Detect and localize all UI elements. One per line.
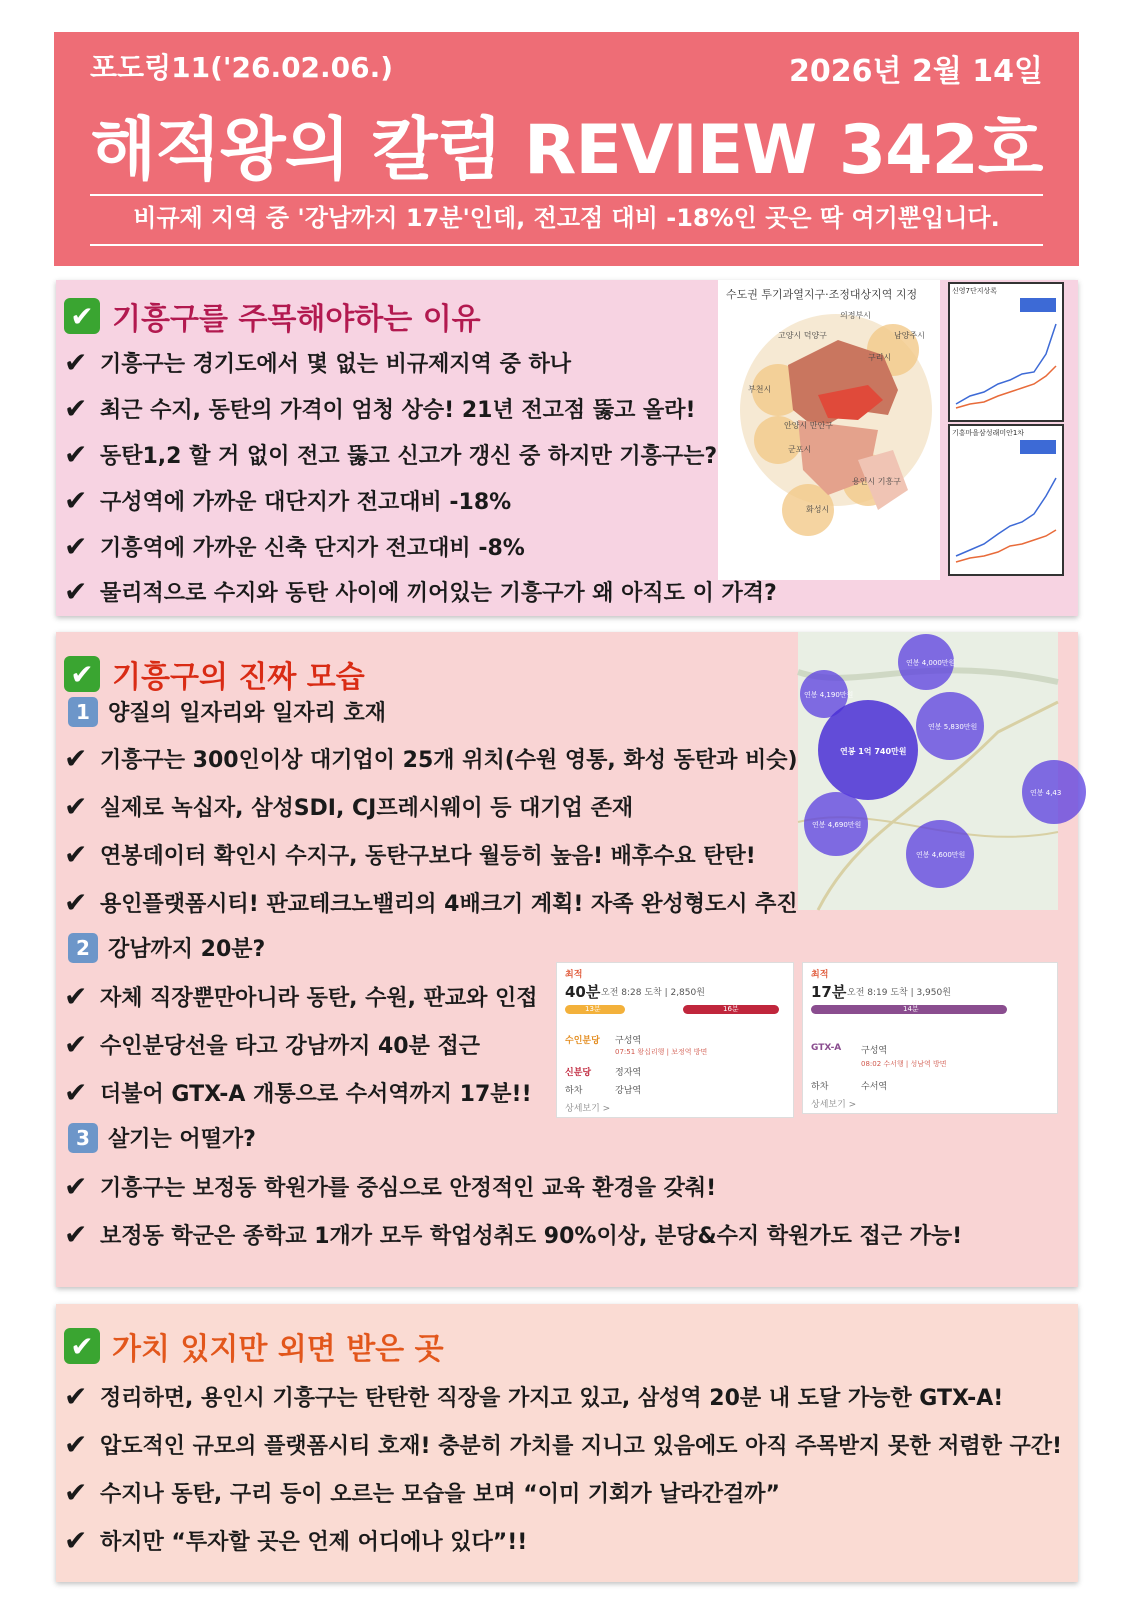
list-item-text: 용인플랫폼시티! 판교테크노밸리의 4배크기 계획! 자족 완성형도시 추진 — [100, 892, 798, 917]
section-heading-text: 기흥구의 진짜 모습 — [112, 660, 365, 695]
checkmark-icon: ✔ — [64, 742, 88, 775]
list-item-text: 자체 직장뿐만아니라 동탄, 수원, 판교와 인접 — [100, 986, 538, 1011]
list-item-text: 기흥역에 가까운 신축 단지가 전고대비 -8% — [100, 536, 525, 561]
bubble-label: 연봉 4,690만원 — [812, 821, 862, 829]
checkmark-icon: ✔ — [64, 575, 88, 608]
route-duration: 40분 — [565, 983, 601, 1001]
station-name: 구성역 — [615, 1036, 642, 1046]
price-chart-thumbnail — [948, 424, 1064, 576]
subheading — [64, 696, 386, 727]
list-item — [64, 575, 777, 608]
section-heading — [64, 1324, 444, 1368]
list-item — [64, 1524, 527, 1557]
details-link[interactable]: 상세보기 > — [811, 1100, 857, 1110]
subheading — [64, 1122, 256, 1153]
list-item — [64, 1428, 1062, 1461]
checkmark-icon: ✔ — [64, 980, 88, 1013]
chart-label: 기흥마을삼성래미안1차 — [952, 429, 1025, 437]
station-name: 구성역 — [861, 1046, 888, 1056]
checkmark-icon: ✔ — [64, 484, 88, 517]
alight-label: 하차 — [811, 1082, 829, 1092]
map-label: 부천시 — [748, 385, 772, 394]
station-name: 수서역 — [861, 1082, 888, 1092]
checkmark-icon: ✔ — [64, 530, 88, 563]
checkmark-icon: ✔ — [64, 1218, 88, 1251]
list-item-text: 실제로 녹십자, 삼성SDI, CJ프레시웨이 등 대기업 존재 — [100, 796, 634, 821]
list-item — [64, 438, 717, 471]
list-item-text: 최근 수지, 동탄의 가격이 엄청 상승! 21년 전고점 뚫고 올라! — [100, 398, 696, 423]
map-label: 화성시 — [806, 505, 830, 514]
price-chart-thumbnail — [948, 282, 1064, 422]
section-real-giheung — [56, 632, 1078, 1287]
subheading — [64, 932, 265, 963]
route-best-label: 최적 — [811, 970, 829, 980]
list-item — [64, 484, 511, 517]
bubble-label: 연봉 4,000만원 — [906, 659, 956, 667]
list-item — [64, 742, 798, 775]
section-why-giheung — [56, 280, 1078, 616]
checkmark-icon: ✔ — [64, 1524, 88, 1557]
list-item-text: 보정동 학군은 종학교 1개가 모두 학업성취도 90%이상, 분당&수지 학원가도 접근 가능! — [100, 1224, 963, 1249]
list-item — [64, 346, 571, 379]
section-heading — [64, 652, 365, 696]
checkmark-icon: ✔ — [64, 1476, 88, 1509]
list-item-text: 연봉데이터 확인시 수지구, 동탄구보다 월등히 높음! 배후수요 탄탄! — [100, 844, 756, 869]
route-duration: 17분 — [811, 983, 847, 1001]
bubble-label: 연봉 4,43 — [1030, 789, 1062, 797]
chart-label: 신영7단지상록 — [952, 287, 998, 295]
route-arrival-fare: 오전 8:19 도착 | 3,950원 — [847, 988, 951, 998]
checkmark-icon: ✔ — [64, 1170, 88, 1203]
map-label: 고양시 덕양구 — [778, 331, 827, 340]
list-item — [64, 790, 633, 823]
checkmark-icon: ✔ — [64, 838, 88, 871]
list-item — [64, 1076, 532, 1109]
list-item — [64, 838, 756, 871]
line-name: 신분당 — [565, 1068, 592, 1078]
checkmark-icon: ✔ — [64, 392, 88, 425]
train-detail: 07:51 왕십리행 | 보정역 방면 — [615, 1048, 708, 1056]
map-label: 용인시 기흥구 — [852, 477, 901, 486]
line-name: 수인분당 — [565, 1036, 600, 1046]
list-item — [64, 1476, 780, 1509]
subheading-text: 강남까지 20분? — [108, 937, 266, 962]
subheading-text: 살기는 어떨가? — [108, 1127, 256, 1152]
gtx-route-card — [802, 962, 1058, 1114]
station-name: 정자역 — [615, 1068, 642, 1078]
header-banner — [54, 32, 1079, 266]
line-name: GTX-A — [811, 1043, 842, 1053]
list-item-text: 기흥구는 보정동 학원가를 중심으로 안정적인 교육 환경을 갖춰! — [100, 1176, 717, 1201]
issue-source-label: 포도링11('26.02.06.) — [90, 51, 394, 84]
subway-route-card — [556, 962, 794, 1118]
salary-bubble-map — [798, 632, 1062, 910]
list-item-text: 수인분당선을 타고 강남까지 40분 접근 — [100, 1034, 481, 1059]
details-link[interactable]: 상세보기 > — [565, 1104, 611, 1114]
list-item-text: 동탄1,2 할 거 없이 전고 뚫고 신고가 갱신 중 하지만 기흥구는? — [100, 444, 718, 469]
list-item — [64, 886, 798, 919]
list-item-text: 하지만 “투자할 곳은 언제 어디에나 있다”!! — [100, 1530, 528, 1555]
checkmark-icon: ✔ — [64, 1428, 88, 1461]
station-name: 강남역 — [615, 1086, 642, 1096]
map-background — [798, 632, 1058, 910]
map-label: 군포시 — [788, 445, 812, 454]
issue-date: 2026년 2월 14일 — [789, 54, 1043, 89]
bubble-label: 연봉 4,600만원 — [916, 851, 966, 859]
list-item-text: 구성역에 가까운 대단지가 전고대비 -18% — [100, 490, 512, 515]
map-label: 의정부시 — [840, 311, 871, 320]
subheading-text: 양질의 일자리와 일자리 호재 — [108, 701, 387, 726]
map-label: 남양주시 — [894, 331, 925, 340]
list-item-text: 압도적인 규모의 플랫폼시티 호재! 충분히 가치를 지니고 있음에도 아직 주목받지 못한 저렴한 구간! — [100, 1434, 1063, 1459]
map-label: 안양시 만안구 — [784, 421, 833, 430]
regulation-map-image — [718, 280, 940, 580]
bubble-label: 연봉 4,190만원 — [804, 691, 854, 699]
check-box-icon: ✔ — [64, 1328, 100, 1364]
list-item-text: 물리적으로 수지와 동탄 사이에 끼어있는 기흥구가 왜 아직도 이 가격? — [100, 581, 777, 606]
list-item-text: 더불어 GTX-A 개통으로 수서역까지 17분!! — [100, 1082, 532, 1107]
checkmark-icon: ✔ — [64, 438, 88, 471]
section-heading-text: 가치 있지만 외면 받은 곳 — [112, 1332, 444, 1367]
list-item — [64, 980, 538, 1013]
number-badge-icon: 1 — [68, 697, 98, 727]
check-box-icon: ✔ — [64, 298, 100, 334]
segment-time: 13분 — [585, 1005, 601, 1013]
map-title: 수도권 투기과열지구·조정대상지역 지정 — [726, 288, 918, 301]
checkmark-icon: ✔ — [64, 1076, 88, 1109]
map-label: 구리시 — [868, 353, 892, 362]
route-arrival-fare: 오전 8:28 도착 | 2,850원 — [601, 988, 705, 998]
bubble-label: 연봉 5,830만원 — [928, 723, 978, 731]
page-subtitle: 비규제 지역 중 '강남까지 17분'인데, 전고점 대비 -18%인 곳은 딱 여기뿐입니다. — [133, 204, 1000, 232]
segment-time: 16분 — [723, 1005, 739, 1013]
number-badge-icon: 3 — [68, 1123, 98, 1153]
checkmark-icon: ✔ — [64, 1380, 88, 1413]
list-item — [64, 1218, 962, 1251]
route-best-label: 최적 — [565, 970, 583, 980]
page-title: 해적왕의 칼럼 REVIEW 342호 — [90, 111, 1043, 190]
list-item — [64, 1380, 1003, 1413]
list-item — [64, 530, 525, 563]
list-item — [64, 1170, 716, 1203]
list-item-text: 정리하면, 용인시 기흥구는 탄탄한 직장을 가지고 있고, 삼성역 20분 내 도달 가능한 GTX-A! — [100, 1386, 1004, 1411]
number-badge-icon: 2 — [68, 933, 98, 963]
section-heading-text: 기흥구를 주목해야하는 이유 — [112, 302, 481, 337]
list-item-text: 기흥구는 경기도에서 몇 없는 비규제지역 중 하나 — [100, 352, 571, 377]
list-item — [64, 392, 696, 425]
check-box-icon: ✔ — [64, 656, 100, 692]
divider — [90, 194, 1043, 196]
divider — [90, 244, 1043, 246]
train-detail: 08:02 수서행 | 성남역 방면 — [861, 1060, 947, 1068]
bubble-label: 연봉 1억 740만원 — [840, 747, 907, 756]
list-item-text: 기흥구는 300인이상 대기업이 25개 위치(수원 영통, 화성 동탄과 비슷) — [100, 748, 798, 773]
alight-label: 하차 — [565, 1086, 583, 1096]
segment-time: 14분 — [903, 1005, 919, 1013]
list-item — [64, 1028, 480, 1061]
checkmark-icon: ✔ — [64, 1028, 88, 1061]
checkmark-icon: ✔ — [64, 790, 88, 823]
section-heading — [64, 294, 481, 338]
section-undervalued — [56, 1304, 1078, 1582]
checkmark-icon: ✔ — [64, 346, 88, 379]
list-item-text: 수지나 동탄, 구리 등이 오르는 모습을 보며 “이미 기회가 날라간걸까” — [100, 1482, 781, 1507]
checkmark-icon: ✔ — [64, 886, 88, 919]
